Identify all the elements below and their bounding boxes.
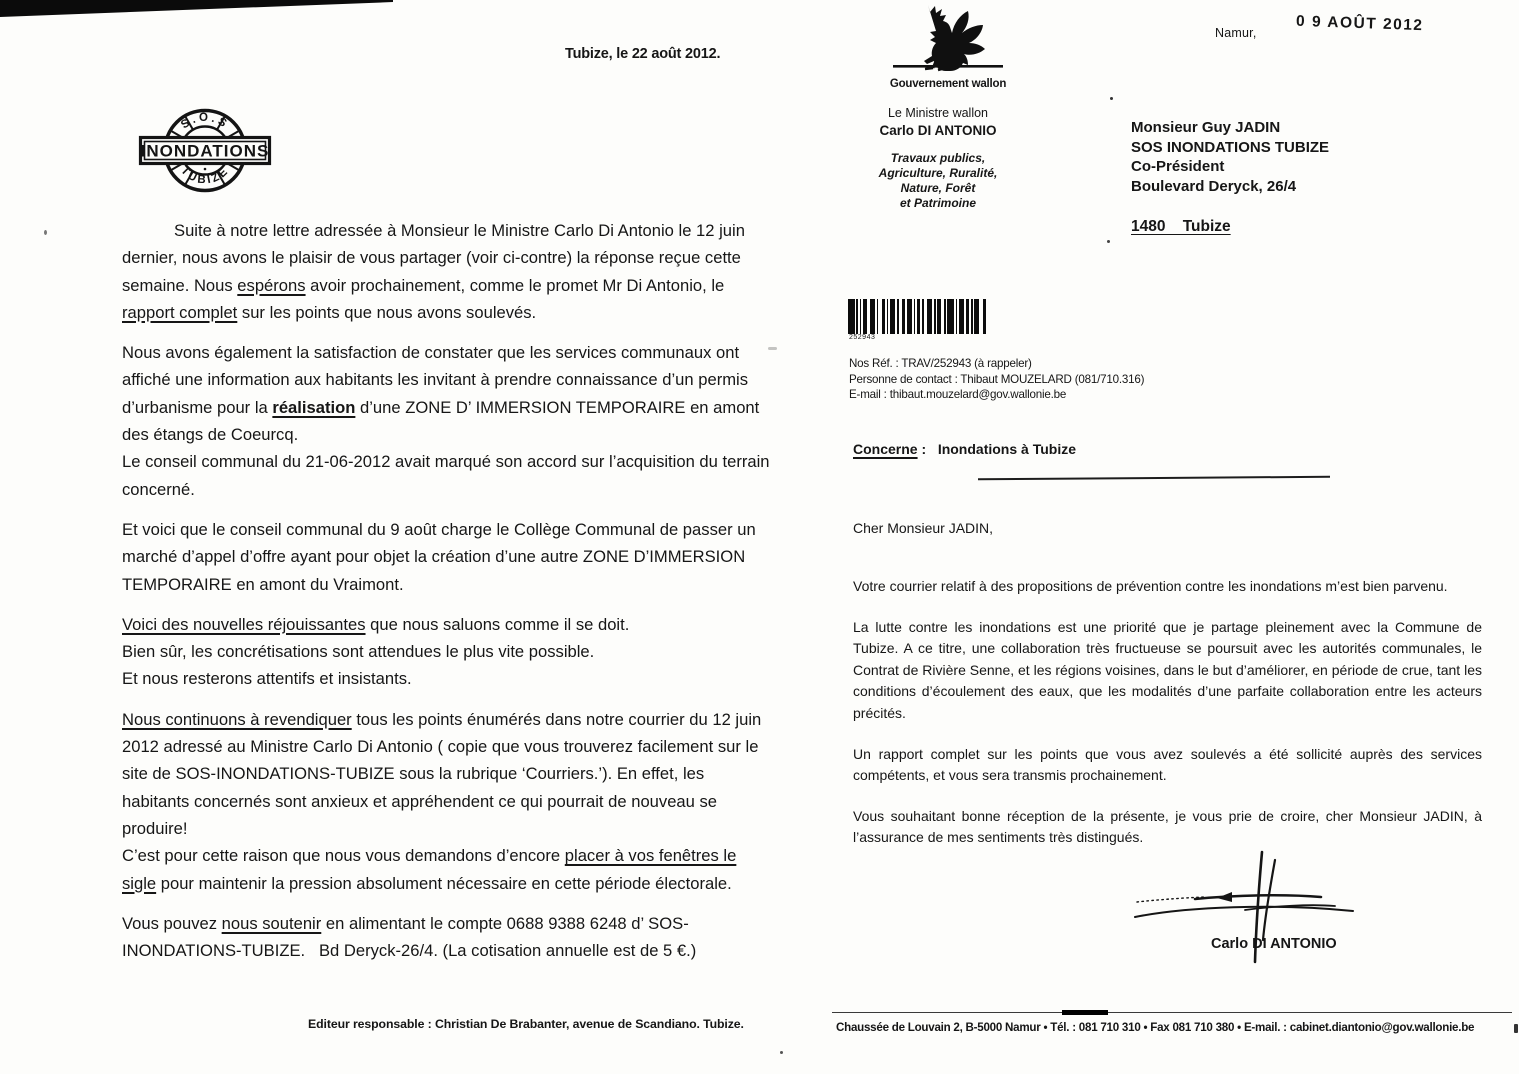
paragraph: Vous pouvez nous soutenir en alimentant le compte 0688 9388 6248 d’ SOS-INONDATIONS-TUBIZE. Bd Deryck-26/4. (La cotisation annuelle est de 5 €.) xyxy=(122,913,697,961)
logo-tubize-text: TUBIZE xyxy=(178,164,232,187)
paragraph: Et voici que le conseil communal du 9 août charge le Collège Communal de passer un marché d’appel d’offre ayant pour objet la création d’une autre ZONE D’IMMERSION TEMPORAIRE en amont du Vraimont. xyxy=(122,519,756,594)
walloon-government-logo xyxy=(888,2,1008,90)
right-letter-body xyxy=(853,576,1482,868)
portfolio-line: Nature, Forêt xyxy=(900,181,976,195)
left-dateline: Tubize, le 22 août 2012. xyxy=(565,46,721,62)
footer-rule xyxy=(832,1012,1512,1013)
scan-speck xyxy=(780,1051,783,1054)
rooster-icon xyxy=(890,2,1006,72)
editor-responsible-footer: Editeur responsable : Christian De Brabanter, avenue de Scandiano. Tubize. xyxy=(308,1017,744,1031)
scan-artifact-wedge xyxy=(0,0,393,17)
cabinet-address-footer: Chaussée de Louvain 2, B-5000 Namur • Tél. : 081 710 310 • Fax 081 710 380 • E-mail. : cabinet.diantonio@gov.wallonie.be xyxy=(836,1021,1475,1034)
barcode xyxy=(848,299,986,334)
logo-sos-text: S.O.S xyxy=(178,111,232,132)
paragraph: Nous continuons à revendiquer tous les points énumérés dans notre courrier du 12 juin 2012 adressé au Ministre Carlo Di Antonio ( copie que vous trouverez facilement sur le site de SOS-INONDATIONS-TUBIZE sous la rubrique ‘Courriers.’). En effet, les habitants concernés sont anxieux et appréhendent ce qui pourrait de nouveau se produire! C’est pour cette raison que nous vous demandons d’encore placer à vos fenêtres le sigle pour maintenir la pression absolument nécessaire en cette période électorale. xyxy=(122,709,762,893)
scan-speck xyxy=(768,347,777,350)
paragraph: La lutte contre les inondations est une priorité que je partage pleinement avec la Commune de Tubize. A ce titre, une collaboration très fructueuse se poursuit avec les autorités communales, le Contrat de Rivière Senne, et les régions voisines, dans le but d’améliorer, en période de crue, tant les conditions d’écoulement des eaux, que les modalités d’une parfaite collaboration entre les acteurs précités. xyxy=(853,618,1482,721)
portfolio-line: et Patrimoine xyxy=(899,196,977,210)
barcode-number: 252943 xyxy=(849,334,876,341)
logo-inondations-text: INONDATIONS xyxy=(140,141,270,161)
recipient-block xyxy=(1131,118,1329,237)
subject-underline-rule xyxy=(978,476,1330,480)
salutation: Cher Monsieur JADIN, xyxy=(853,520,994,536)
email-line: E-mail : thibaut.mouzelard@gov.wallonie.be xyxy=(849,388,1067,402)
sos-inondations-tubize-stamp-icon xyxy=(138,103,272,202)
paragraph: Votre courrier relatif à des propositions de prévention contre les inondations m’est bien parvenu. xyxy=(853,578,1448,594)
portfolio-line: Travaux publics, xyxy=(890,151,986,165)
scan-speck xyxy=(1110,97,1113,100)
scan-speck xyxy=(1107,240,1110,243)
minister-title: Le Ministre wallon xyxy=(887,106,989,120)
scan-speck xyxy=(1514,1024,1518,1033)
left-letter-body xyxy=(122,217,770,977)
paragraph: Un rapport complet sur les points que vous avez soulevés a été sollicité auprès des services compétents, et vous sera transmis prochainement. xyxy=(853,745,1482,784)
paragraph: Voici des nouvelles réjouissantes que nous saluons comme il se doit. Bien sûr, les concrétisations sont attendues le plus vite possible. Et nous resterons attentifs et insistants. xyxy=(122,614,630,689)
paragraph: Suite à notre lettre adressée à Monsieur le Ministre Carlo Di Antonio le 12 juin dernier, nous avons le plaisir de vous partager (voir ci-contre) la réponse reçue cette semaine. Nous espérons avoir prochainement, comme le promet Mr Di Antonio, le rapport complet sur les points que nous avons soulevés. xyxy=(122,221,745,322)
place-label: Namur, xyxy=(1215,26,1257,40)
recipient-line: Monsieur Guy JADIN xyxy=(1131,119,1281,136)
paragraph: Vous souhaitant bonne réception de la présente, je vous prie de croire, cher Monsieur JADIN, à l’assurance de mes sentiments très distingués. xyxy=(853,807,1482,846)
recipient-line: Boulevard Deryck, 26/4 xyxy=(1131,177,1297,195)
portfolio-line: Agriculture, Ruralité, xyxy=(878,166,998,180)
minister-block xyxy=(858,106,1018,211)
minister-name: Carlo DI ANTONIO xyxy=(879,123,997,138)
minister-portfolio xyxy=(858,151,1018,211)
recipient-line: Co-Président xyxy=(1131,158,1225,175)
gov-logo-caption: Gouvernement wallon xyxy=(889,78,1007,90)
recipient-city: 1480 Tubize xyxy=(1131,218,1231,235)
reference-line: Nos Réf. : TRAV/252943 (à rappeler) xyxy=(849,357,1032,370)
paragraph: Nous avons également la satisfaction de constater que les services communaux ont affiché une information aux habitants les invitant à prendre connaissance d’un permis d’urbanisme pour la réalisation d’une ZONE D’ IMMERSION TEMPORAIRE en amont des étangs de Coeurcq. Le conseil communal du 21-06-2012 avait marqué son accord sur l’acquisition du terrain concerné. xyxy=(122,343,770,499)
scan-speck xyxy=(44,230,47,235)
signer-name: Carlo DI ANTONIO xyxy=(1211,936,1337,952)
contact-line: Personne de contact : Thibaut MOUZELARD (081/710.316) xyxy=(849,372,1145,386)
recipient-line: SOS INONDATIONS TUBIZE xyxy=(1131,138,1330,156)
subject-line: Concerne : Inondations à Tubize xyxy=(853,441,1076,457)
reference-block xyxy=(849,356,1144,403)
date-stamp: 0 9 AOÛT 2012 xyxy=(1295,12,1424,35)
